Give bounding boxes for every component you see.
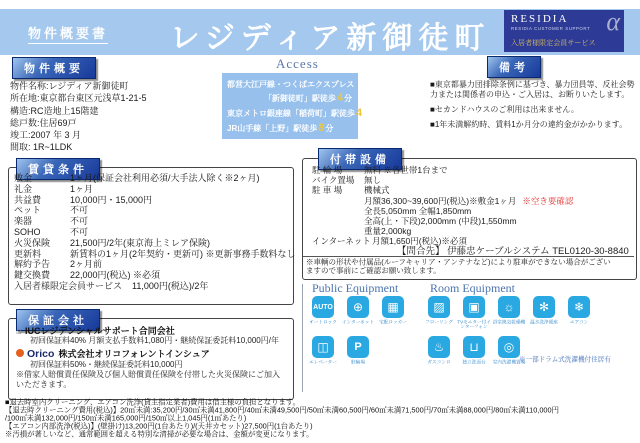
access-route-3 <box>227 122 333 134</box>
remark-item: ■東京都暴力団排除条例に基づき、暴力団員等、反社会勢力または関係者の申込・ご入居は、お断りいたします。 <box>430 80 635 99</box>
orico-logo-icon <box>16 349 24 357</box>
flooring-label: フローリング <box>425 319 453 325</box>
remarks-list <box>430 80 638 135</box>
facility-row-bicycle <box>312 165 630 175</box>
parking-fee-row <box>312 196 630 206</box>
parking-spec-row: 全長5,050mm 全幅1,850mm <box>364 205 472 216</box>
route-3-text: JR山手線「上野」駅徒歩 <box>227 124 318 133</box>
residia-brand-text: RESIDIA <box>511 13 569 25</box>
rent-row-keyexchange <box>14 270 290 281</box>
rent-label: 共益費 <box>14 194 42 205</box>
room-equipment-heading: Room Equipment <box>430 281 515 295</box>
rent-label: SOHO <box>14 226 41 237</box>
delivery-locker-icon: ▦ <box>382 296 404 318</box>
rent-value: 1ヶ月 <box>70 183 94 194</box>
property-completion-row: 竣工:2007 年 3 月 <box>10 130 82 141</box>
parking-fee-text: 月額36,300~39,600円(税込)※敷金1ヶ月 <box>364 195 517 206</box>
page-title: レジディア新御徒町 <box>169 22 491 55</box>
rent-label: 敷金 <box>14 173 33 183</box>
rent-row-instrument <box>14 216 290 227</box>
washer-space-label: 室内洗濯機置場 <box>492 359 526 365</box>
facilities-divider <box>303 256 634 257</box>
rent-row-renewal <box>14 248 296 260</box>
vacancy-alert-text: ※空き要確認 <box>522 195 574 206</box>
rent-value: 不可 <box>70 216 89 227</box>
rent-conditions-list <box>14 173 296 292</box>
footer-line: 【エアコン内部洗浄(税込)】(壁掛け)13,200円(1台あたり)/(天井カセット)27,500円(1台あたり) <box>5 422 313 431</box>
guarantor-1-terms: 初回保証料40% 月額支払手数料1,080円・継続保証委託料10,000円/年 <box>30 336 279 345</box>
internet-contact-row: 【問合先】 伊藤忠ケーブルシステム TEL0120-30-8840 <box>397 245 629 257</box>
rent-label: 火災保険 <box>14 237 51 248</box>
parking-spec-row: 全高(上・下段)2,000mm (中段)1,550mm <box>364 216 517 227</box>
internet-icon: ⊕ <box>347 296 369 318</box>
elevator-label: エレベーター <box>309 359 337 365</box>
remark-item: ■1年未満解約時、賃料1か月分の違約金がかかります。 <box>430 120 628 129</box>
rent-value: 10,000円・15,000円 <box>70 194 153 205</box>
parking-spec-row: 重量2,000kg <box>364 226 412 237</box>
footer-line: /100㎡未満132,000円/150㎡未満165,000円/150㎡以上1,045円(1㎡あたり) <box>5 414 247 423</box>
rent-value: 1ヶ月(保証会社利用必須/大手法人除く※2ヶ月) <box>70 173 260 183</box>
orico-brand-text: Orico <box>27 348 55 360</box>
facility-value: 月額1,650円(税込)※必須 <box>372 236 467 247</box>
section-heading-rent: 賃貸条件 <box>16 158 100 180</box>
rent-label: 鍵交換費 <box>14 270 51 281</box>
section-heading-remarks: 備考 <box>487 56 541 78</box>
access-heading: Access <box>276 56 319 71</box>
bicycle-parking-label: 駐輪場 <box>351 359 365 365</box>
section-heading-facilities: 付帯設備 <box>318 148 402 170</box>
tv-intercom-label: TVモニター付インターフォン <box>457 319 491 330</box>
route-1-suffix: 分 <box>344 94 352 103</box>
property-structure-row: 構造:RC造地上15階建 <box>10 105 99 116</box>
property-units-row: 総戸数:住居69戸 <box>10 117 77 128</box>
route-2-text: 東京メトロ銀座線「稲荷町」駅徒歩 <box>227 109 355 118</box>
autolock-icon: AUTO <box>312 296 334 318</box>
drum-washer-note: ※一部ドラム式洗濯機付住居有 <box>519 355 611 364</box>
elevator-icon: ◫ <box>312 336 334 358</box>
route-3-minutes: 8 <box>318 122 325 134</box>
equipment-divider-line <box>302 284 303 392</box>
rent-label: 礼金 <box>14 183 33 194</box>
facility-label: バイク置場 <box>312 175 355 186</box>
guarantor-2-terms: 初回保証料50%・継続保証委託料10,000円 <box>30 360 183 369</box>
facilities-footnote: ※車輌の形状や付属品(ルーフキャリア・アンテナなど)により駐車ができない場合がございますので事前にご確認お願い致します。 <box>306 258 611 275</box>
footer-line: ※汚損が著しいなど、通常範囲を超える特別な清掃が必要な場合は、金額が変更になります。 <box>5 430 314 439</box>
rent-value: 不可 <box>70 226 89 237</box>
property-info-list <box>10 80 225 154</box>
rent-value: 11,000円(税込)/2年 <box>132 280 209 291</box>
header-band <box>0 9 640 55</box>
property-layout-row: 間取: 1R~1LDK <box>10 142 73 153</box>
rent-value: 2ヶ月前 <box>70 259 103 270</box>
tv-intercom-icon: ▣ <box>463 296 485 318</box>
facility-row-parking <box>312 185 630 195</box>
route-1-text: 「新御徒町」駅徒歩 <box>263 94 336 103</box>
aircon-label: エアコン <box>569 319 589 325</box>
gas-stove-label: ガスコンロ <box>427 359 451 365</box>
rent-value: 新賃料の1ヶ月(2年契約・更新可) ※更新事務手数料なし <box>70 248 296 259</box>
access-route-1 <box>264 92 352 104</box>
rent-label: 更新料 <box>14 248 42 259</box>
route-2-minutes: 4 <box>356 107 363 119</box>
rent-value: 22,000円(税込) ※必須 <box>70 270 161 281</box>
washbasin-icon: ⊔ <box>463 336 485 358</box>
rent-row-soho <box>14 227 290 238</box>
rent-row-memberservice <box>14 281 290 292</box>
facility-value: 無料 ※各世帯1台まで <box>364 165 448 175</box>
rent-label: 解約予告 <box>14 259 51 270</box>
bathroom-dryer-icon: ☼ <box>498 296 520 318</box>
washbasin-label: 独立洗面台 <box>462 359 486 365</box>
route-2-suffix: 分 <box>363 109 372 118</box>
washlet-label: 温水洗浄便座 <box>530 319 558 325</box>
aircon-icon: ❄ <box>568 296 590 318</box>
alpha-mark-icon: α <box>606 10 620 36</box>
bicycle-parking-icon: P <box>347 336 369 358</box>
facilities-list <box>312 165 630 257</box>
residia-logo <box>504 10 624 52</box>
rent-row-keymoney <box>14 184 290 195</box>
public-equipment-heading: Public Equipment <box>312 281 399 295</box>
facility-label: 駐 輪 場 <box>312 165 343 175</box>
bathroom-dryer-label: 浴室換気乾燥機 <box>492 319 526 325</box>
route-1-minutes: 4 <box>336 92 343 104</box>
property-name-row: 物件名称:レジディア新御徒町 <box>10 81 129 91</box>
facility-value: 無し <box>364 175 382 186</box>
delivery-locker-label: 宅配ロッカー <box>379 319 407 325</box>
residia-sub-text: RESIDIA CUSTOMER SUPPORT <box>511 26 591 31</box>
rent-row-commonfee <box>14 195 290 206</box>
rent-row-notice <box>14 259 290 270</box>
access-route-2 <box>227 107 371 119</box>
access-line-names: 都営大江戸線・つくばエクスプレス <box>227 80 355 89</box>
route-3-suffix: 分 <box>325 124 334 133</box>
rent-label: 楽器 <box>14 216 33 227</box>
guarantor-2-name-text: 株式会社オリコフォレントインシュア <box>58 349 210 359</box>
gas-stove-icon: ♨ <box>428 336 450 358</box>
access-panel <box>222 73 372 139</box>
facility-value: 機械式 <box>364 185 390 196</box>
doc-type-label: 物件概要書 <box>28 23 108 44</box>
iuc-logo-icon: ⌂ <box>16 326 23 337</box>
rent-label: ペット <box>14 205 42 216</box>
rent-value: 不可 <box>70 205 89 216</box>
flooring-icon: ▨ <box>428 296 450 318</box>
footer-line: 【退去時クリーニング費用(税込)】20㎡未満:35,200円/30㎡未満41,800円/40㎡未満49,500円/50㎡未満60,500円/60㎡未満71,500円/70㎡未満88,000円/80㎡未満110,000円 <box>5 406 559 415</box>
rent-row-insurance <box>14 238 290 249</box>
footer-notes <box>5 399 639 439</box>
section-heading-guarantee: 保証会社 <box>16 309 100 331</box>
guarantor-1-name-text: IUCレジデンシャルサポート合同会社 <box>25 326 175 336</box>
facility-label: インターネット <box>312 236 371 247</box>
washlet-icon: ✻ <box>533 296 555 318</box>
residia-service-text: 入居者様限定会員サービス <box>511 38 596 47</box>
section-heading-property: 物件概要 <box>12 57 96 79</box>
guarantee-note: ※借家人賠償責任保険及び個人賠償責任保険を付帯した火災保険にご加入いただきます。 <box>16 370 280 389</box>
remark-item: ■セカンドハウスのご利用は出来ません。 <box>430 105 579 114</box>
rent-row-deposit <box>14 173 290 184</box>
washer-space-icon: ◎ <box>498 336 520 358</box>
autolock-label: オートロック <box>309 319 337 325</box>
facility-label: 駐 車 場 <box>312 185 343 196</box>
footer-line: ■退去時室内クリーニング、エアコン洗浄(貸主指定業者)費用は借主様の負担となります。 <box>5 398 300 407</box>
rent-row-pet <box>14 205 290 216</box>
facility-row-motorbike <box>312 175 630 185</box>
property-address-row: 所在地:東京都台東区元浅草1-21-5 <box>10 93 147 104</box>
internet-label: インターネット <box>341 319 375 325</box>
rent-value: 21,500円/2年(東京海上ミレア保険) <box>70 237 211 248</box>
rent-label: 入居者様限定会員サービス <box>14 280 123 291</box>
